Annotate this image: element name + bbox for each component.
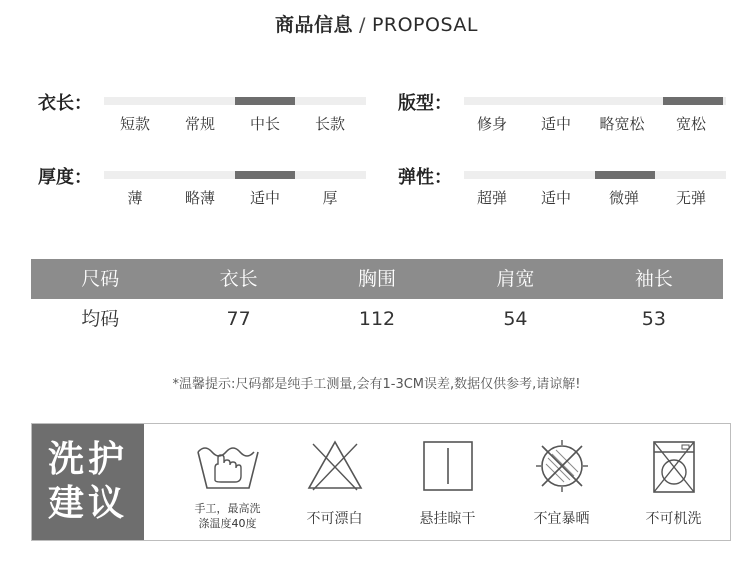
attr-fit — [398, 89, 706, 149]
care-item-no-machine-wash — [617, 424, 730, 540]
attr-thickness-track — [104, 171, 366, 179]
page-title — [0, 10, 753, 37]
attr-elasticity-options — [464, 187, 726, 207]
size-header-cell: 衣长 — [219, 268, 258, 290]
attr-thickness-option: 略薄 — [184, 189, 215, 207]
care-title — [32, 424, 144, 540]
size-cell: 77 — [226, 308, 251, 330]
attr-thickness-option: 厚 — [322, 189, 338, 207]
attr-length-option: 常规 — [184, 115, 215, 133]
attr-length-track — [104, 97, 366, 105]
attr-length — [38, 89, 345, 149]
size-cell: 112 — [358, 308, 396, 330]
attr-fit-option: 修身 — [476, 115, 507, 133]
attr-thickness — [38, 163, 338, 223]
size-cell: 53 — [641, 308, 666, 330]
attr-length-option: 中长 — [249, 115, 280, 133]
attr-elasticity-option: 适中 — [540, 189, 571, 207]
no-bleach-icon — [305, 438, 365, 494]
size-header-cell: 胸围 — [358, 268, 397, 290]
care-section — [31, 423, 731, 541]
attr-thickness-option: 薄 — [127, 189, 143, 207]
care-caption — [171, 501, 284, 531]
attr-length-options — [104, 113, 366, 133]
size-table-header — [31, 259, 723, 299]
size-header-cell: 袖长 — [634, 268, 673, 290]
attr-thickness-option: 适中 — [249, 189, 280, 207]
attr-fit-option: 略宽松 — [599, 115, 645, 133]
size-header-cell: 肩宽 — [496, 268, 535, 290]
care-title-line1: 洗护 — [47, 439, 128, 480]
attr-elasticity-selected-segment — [595, 171, 655, 179]
attr-elasticity — [398, 163, 706, 223]
size-cell: 54 — [503, 308, 528, 330]
attr-fit-options — [464, 113, 726, 133]
no-machine-wash-icon — [648, 438, 700, 496]
attr-length-label: 衣长： — [38, 93, 92, 114]
attr-thickness-label: 厚度： — [38, 167, 92, 188]
care-item-no-bleach — [278, 424, 391, 540]
attr-elasticity-option: 无弹 — [675, 189, 706, 207]
attr-thickness-selected-segment — [235, 171, 295, 179]
attr-fit-label: 版型： — [398, 93, 452, 114]
size-header-cell: 尺码 — [81, 268, 120, 290]
attr-fit-selected-segment — [663, 97, 723, 105]
care-caption: 不可漂白 — [306, 511, 363, 527]
attr-elasticity-label: 弹性： — [398, 167, 452, 188]
size-table — [31, 259, 723, 339]
title-separator: / — [359, 14, 366, 36]
care-item-hang-dry — [391, 424, 504, 540]
attr-elasticity-option: 超弹 — [476, 189, 507, 207]
title-en: PROPOSAL — [371, 14, 478, 36]
care-caption: 不宜暴晒 — [533, 511, 590, 527]
table-row — [31, 299, 723, 339]
hand-wash-icon — [193, 438, 263, 494]
attr-elasticity-track — [464, 171, 726, 179]
measurement-note: *温馨提示:尺码都是纯手工测量,会有1-3CM误差,数据仅供参考,请谅解! — [172, 377, 581, 392]
care-caption: 不可机洗 — [645, 511, 702, 527]
attr-fit-option: 适中 — [540, 115, 571, 133]
title-zh: 商品信息 — [275, 14, 354, 36]
no-sun-icon — [534, 438, 590, 494]
attr-length-selected-segment — [235, 97, 295, 105]
attr-fit-option: 宽松 — [675, 115, 706, 133]
hang-dry-icon — [420, 438, 476, 494]
care-caption-line2: 涤温度40度 — [198, 517, 257, 530]
attr-length-option: 长款 — [314, 115, 345, 133]
size-cell: 均码 — [81, 308, 120, 330]
attr-length-option: 短款 — [119, 115, 150, 133]
care-caption: 悬挂晾干 — [419, 511, 476, 527]
care-item-no-sun — [505, 424, 618, 540]
care-title-line2: 建议 — [47, 483, 128, 524]
attr-fit-track — [464, 97, 726, 105]
attr-elasticity-option: 微弹 — [608, 189, 639, 207]
care-item-hand-wash — [171, 424, 284, 540]
care-caption-line1: 手工，最高洗 — [194, 502, 261, 515]
attr-thickness-options — [104, 187, 366, 207]
